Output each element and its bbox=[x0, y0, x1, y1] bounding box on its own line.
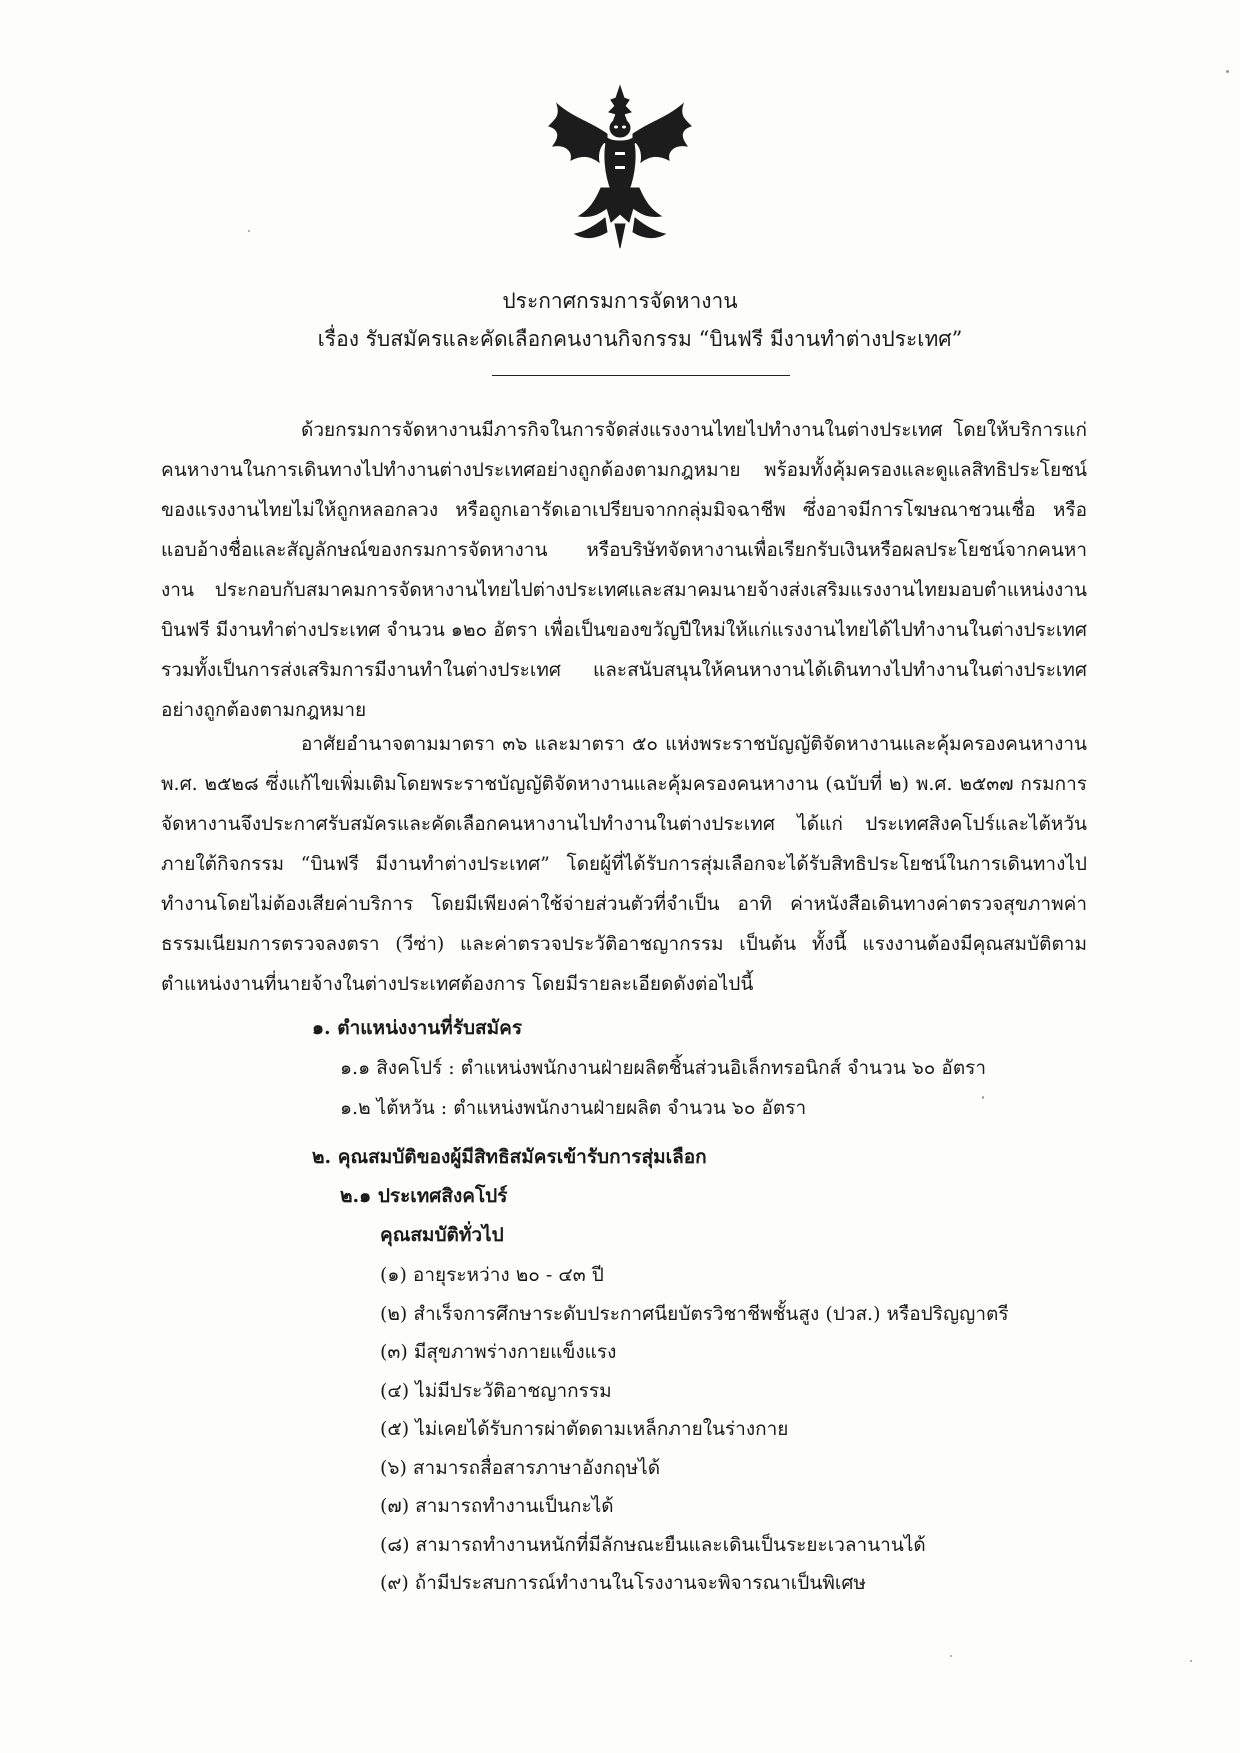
body-paragraph-1: ด้วยกรมการจัดหางานมีภารกิจในการจัดส่งแรงงานไทยไปทำงานในต่างประเทศ โดยให้บริการแก่คนหางานในการเดินทางไปทำงานต่างประเทศอย่างถูกต้องตามกฎหมาย พร้อมทั้งคุ้มครองและดูแลสิทธิประโยชน์ของแรงงานไทยไม่ให้ถูกหลอกลวง หรือถูกเอารัดเอาเปรียบจากกลุ่มมิจฉาชีพ ซึ่งอาจมีการโฆษณาชวนเชื่อ หรือแอบอ้างชื่อและสัญลักษณ์ของกรมการจัดหางาน หรือบริษัทจัดหางานเพื่อเรียกรับเงินหรือผลประโยชน์จากคนหางาน ประกอบกับสมาคมการจัดหางานไทยไปต่างประเทศและสมาคมนายจ้างส่งเสริมแรงงานไทยมอบตำแหน่งงานบินฟรี มีงานทำต่างประเทศ จำนวน ๑๒๐ อัตรา เพื่อเป็นของขวัญปีใหม่ให้แก่แรงงานไทยได้ไปทำงานในต่างประเทศ รวมทั้งเป็นการส่งเสริมการมีงานทำในต่างประเทศ และสนับสนุนให้คนหางานได้เดินทางไปทำงานในต่างประเทศอย่างถูกต้องตามกฎหมาย bbox=[161, 419, 1087, 721]
section-2-1-heading: ๒.๑ ประเทศสิงคโปร์ bbox=[340, 1185, 508, 1207]
qualification-item: (๓) มีสุขภาพร่างกายแข็งแรง bbox=[380, 1341, 617, 1363]
qualification-item: (๒) สำเร็จการศึกษาระดับประกาศนียบัตรวิชาชีพชั้นสูง (ปวส.) หรือปริญญาตรี bbox=[380, 1302, 1009, 1325]
section-1-heading: ๑. ตำแหน่งงานที่รับสมัคร bbox=[312, 1017, 523, 1039]
announcement-title: ประกาศกรมการจัดหางาน bbox=[502, 289, 738, 313]
announcement-title-block bbox=[0, 282, 1240, 358]
position-taiwan: ๑.๒ ไต้หวัน : ตำแหน่งพนักงานฝ่ายผลิต จำนวน ๖๐ อัตรา bbox=[340, 1097, 807, 1119]
qualification-item: (๘) สามารถทำงานหนักที่มีลักษณะยืนและเดินเป็นระยะเวลานานได้ bbox=[380, 1533, 926, 1556]
qualification-item: (๕) ไม่เคยได้รับการผ่าตัดดามเหล็กภายในร่างกาย bbox=[380, 1418, 789, 1440]
body-paragraph-2: อาศัยอำนาจตามมาตรา ๓๖ และมาตรา ๕๐ แห่งพระราชบัญญัติจัดหางานและคุ้มครองคนหางาน พ.ศ. ๒๕๒๘ ซึ่งแก้ไขเพิ่มเติมโดยพระราชบัญญัติจัดหางานและคุ้มครองคนหางาน (ฉบับที่ ๒) พ.ศ. ๒๕๓๗ กรมการจัดหางานจึงประกาศรับสมัครและคัดเลือกคนหางานไปทำงานในต่างประเทศ ได้แก่ ประเทศสิงคโปร์และไต้หวัน ภายใต้กิจกรรม “บินฟรี มีงานทำต่างประเทศ” โดยผู้ที่ได้รับการสุ่มเลือกจะได้รับสิทธิประโยชน์ในการเดินทางไปทำงานโดยไม่ต้องเสียค่าบริการ โดยมีเพียงค่าใช้จ่ายส่วนตัวที่จำเป็น อาทิ ค่าหนังสือเดินทางค่าตรวจสุขภาพค่าธรรมเนียมการตรวจลงตรา (วีซ่า) และค่าตรวจประวัติอาชญากรรม เป็นต้น ทั้งนี้ แรงงานต้องมีคุณสมบัติตามตำแหน่งงานที่นายจ้างในต่างประเทศต้องการ โดยมีรายละเอียดดังต่อไปนี้ bbox=[161, 733, 1087, 995]
section-2-heading: ๒. คุณสมบัติของผู้มีสิทธิสมัครเข้ารับการสุ่มเลือก bbox=[312, 1146, 707, 1168]
qualification-item: (๙) ถ้ามีประสบการณ์ทำงานในโรงงานจะพิจารณาเป็นพิเศษ bbox=[380, 1572, 866, 1594]
title-divider bbox=[492, 375, 790, 376]
qualification-item: (๔) ไม่มีประวัติอาชญากรรม bbox=[380, 1379, 612, 1402]
announcement-subject: เรื่อง รับสมัครและคัดเลือกคนงานกิจกรรม “บินฟรี มีงานทำต่างประเทศ” bbox=[317, 327, 963, 351]
scan-speck bbox=[950, 1655, 952, 1657]
scan-speck bbox=[982, 1096, 984, 1099]
garuda-emblem-icon bbox=[545, 82, 695, 252]
qualification-item: (๗) สามารถทำงานเป็นกะได้ bbox=[380, 1495, 614, 1517]
position-singapore: ๑.๑ สิงคโปร์ : ตำแหน่งพนักงานฝ่ายผลิตชิ้นส่วนอิเล็กทรอนิกส์ จำนวน ๖๐ อัตรา bbox=[340, 1057, 987, 1079]
qualification-item: (๖) สามารถสื่อสารภาษาอังกฤษได้ bbox=[380, 1456, 661, 1479]
scan-speck bbox=[248, 230, 250, 232]
qualifications-list bbox=[380, 1256, 1009, 1603]
general-qualifications-heading: คุณสมบัติทั่วไป bbox=[380, 1224, 504, 1246]
scan-speck bbox=[1226, 70, 1229, 73]
qualification-item: (๑) อายุระหว่าง ๒๐ - ๔๓ ปี bbox=[380, 1264, 604, 1286]
scan-speck bbox=[1190, 1660, 1192, 1662]
